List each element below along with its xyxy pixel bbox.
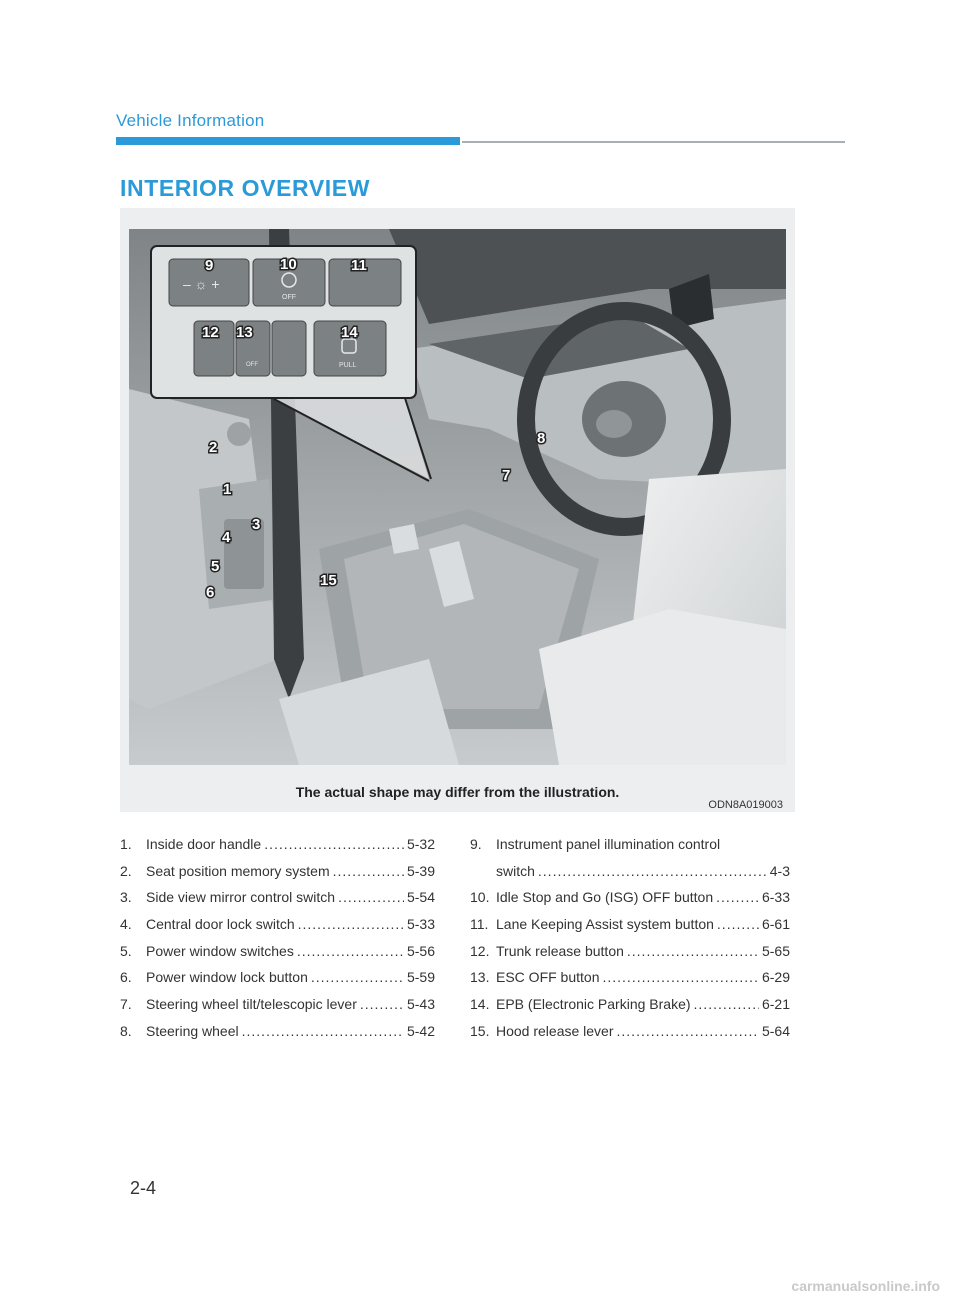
list-item: 5. Power window switches ..... 5-56: [120, 943, 435, 970]
list-item: 10. Idle Stop and Go (ISG) OFF button ..... 6-33: [470, 889, 790, 916]
header-rule-accent: [116, 137, 460, 145]
list-item: 13. ESC OFF button ..... 6-29: [470, 969, 790, 996]
callout-10: 10: [280, 256, 297, 273]
callout-2: 2: [209, 439, 218, 456]
figure-code: ODN8A019003: [708, 799, 783, 811]
list-item: 11. Lane Keeping Assist system button ..... 6-61: [470, 916, 790, 943]
callout-9: 9: [205, 257, 214, 274]
svg-text:– ☼ +: – ☼ +: [183, 276, 220, 292]
callout-12: 12: [202, 324, 219, 341]
left-item-list: [120, 836, 435, 1050]
list-item: 7. Steering wheel tilt/telescopic lever ..... 5-43: [120, 996, 435, 1023]
esc-off-label: OFF: [246, 362, 258, 368]
callout-7: 7: [502, 467, 511, 484]
page-number: 2-4: [130, 1178, 157, 1198]
callout-11: 11: [351, 257, 367, 274]
list-item: 9. Instrument panel illumination control: [470, 836, 721, 852]
right-item-list: [470, 836, 790, 1050]
callout-13: 13: [236, 324, 253, 341]
section-title: Vehicle Information: [116, 111, 265, 130]
list-item: 3. Side view mirror control switch ..... 5-54: [120, 889, 435, 916]
list-item: 6. Power window lock button ..... 5-59: [120, 969, 435, 996]
callout-15: 15: [320, 572, 337, 589]
list-item: 1. Inside door handle ..... 5-32: [120, 836, 435, 863]
callout-6: 6: [206, 584, 215, 601]
page-heading: INTERIOR OVERVIEW: [120, 175, 371, 201]
isg-off-label: OFF: [282, 294, 296, 301]
list-item: 2. Seat position memory system ..... 5-39: [120, 863, 435, 890]
watermark: carmanualsonline.info: [791, 1278, 940, 1294]
list-item: 8. Steering wheel ..... 5-42: [120, 1023, 435, 1050]
list-item: 14. EPB (Electronic Parking Brake) ..... 6-21: [470, 996, 790, 1023]
callout-5: 5: [211, 558, 220, 575]
epb-pull-label: PULL: [339, 362, 357, 369]
list-item: 4. Central door lock switch ..... 5-33: [120, 916, 435, 943]
callout-4: 4: [222, 529, 231, 546]
callout-1: 1: [223, 481, 232, 498]
header-rule: [462, 141, 845, 143]
list-item: 12. Trunk release button ..... 5-65: [470, 943, 790, 970]
list-item-continuation: switch ..... 4-3: [470, 863, 790, 890]
list-item: 15. Hood release lever ..... 5-64: [470, 1023, 790, 1050]
callout-8: 8: [537, 430, 546, 447]
callout-14: 14: [341, 324, 358, 341]
figure-caption: The actual shape may differ from the illustration.: [295, 784, 620, 800]
interior-illustration: [129, 229, 786, 765]
callout-3: 3: [252, 516, 261, 533]
